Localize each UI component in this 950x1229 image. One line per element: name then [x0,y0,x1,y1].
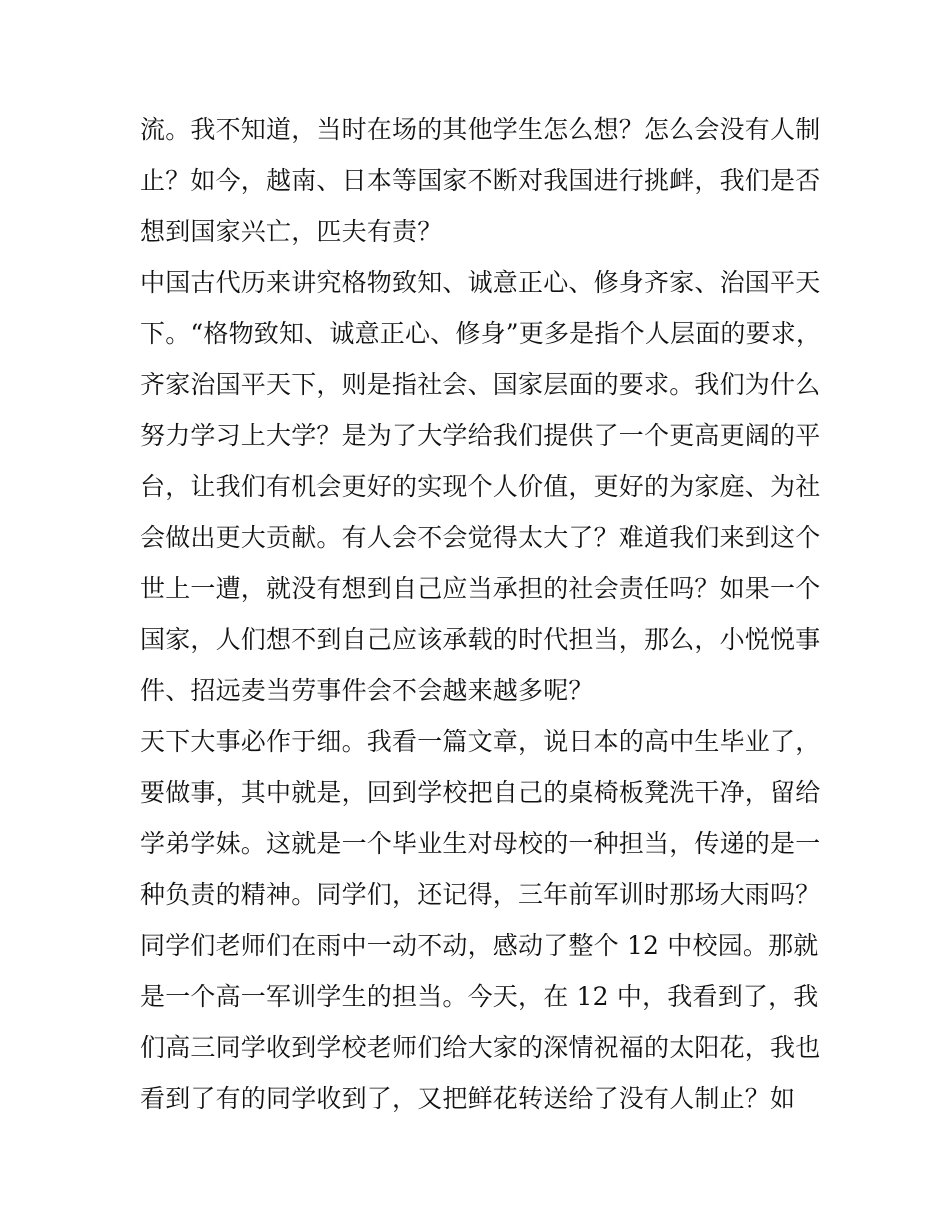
text-line: 同学们老师们在雨中一动不动，感动了整个 12 中校园。那就 [140,931,819,960]
text-line: 要做事，其中就是，回到学校把自己的桌椅板凳洗干净，留给 [140,778,821,807]
text-line: 件、招远麦当劳事件会不会越来越多呢？ [140,676,594,705]
text-line: 们高三同学收到学校老师们给大家的深情祝福的太阳花，我也 [140,1033,821,1062]
text-line: 想到国家兴亡，匹夫有责？ [140,217,443,246]
text-line: 看到了有的同学收到了，又把鲜花转送给了没有人制止？如 [140,1084,796,1113]
text-line: 天下大事必作于细。我看一篇文章，说日本的高中生毕业了， [140,727,821,756]
text-line: 世上一遭，就没有想到自己应当承担的社会责任吗？如果一个 [140,574,821,603]
text-line: 会做出更大贡献。有人会不会觉得太大了？难道我们来到这个 [140,523,821,552]
text-line: 下。“格物致知、诚意正心、修身”更多是指个人层面的要求， [140,319,822,348]
text-line: 是一个高一军训学生的担当。今天，在 12 中，我看到了，我 [140,982,819,1011]
text-line: 学弟学妹。这就是一个毕业生对母校的一种担当，传递的是一 [140,829,821,858]
text-line: 努力学习上大学？是为了大学给我们提供了一个更高更阔的平 [140,421,821,450]
text-line: 台，让我们有机会更好的实现个人价值，更好的为家庭、为社 [140,472,821,501]
text-line: 流。我不知道，当时在场的其他学生怎么想？怎么会没有人制 [140,115,821,144]
text-line: 国家，人们想不到自己应该承载的时代担当，那么，小悦悦事 [140,625,821,654]
text-line: 止？如今，越南、日本等国家不断对我国进行挑衅，我们是否 [140,166,821,195]
body-text [140,104,820,1124]
text-line: 齐家治国平天下，则是指社会、国家层面的要求。我们为什么 [140,370,821,399]
text-line: 中国古代历来讲究格物致知、诚意正心、修身齐家、治国平天 [140,268,821,297]
text-line: 种负责的精神。同学们，还记得，三年前军训时那场大雨吗？ [140,880,821,909]
